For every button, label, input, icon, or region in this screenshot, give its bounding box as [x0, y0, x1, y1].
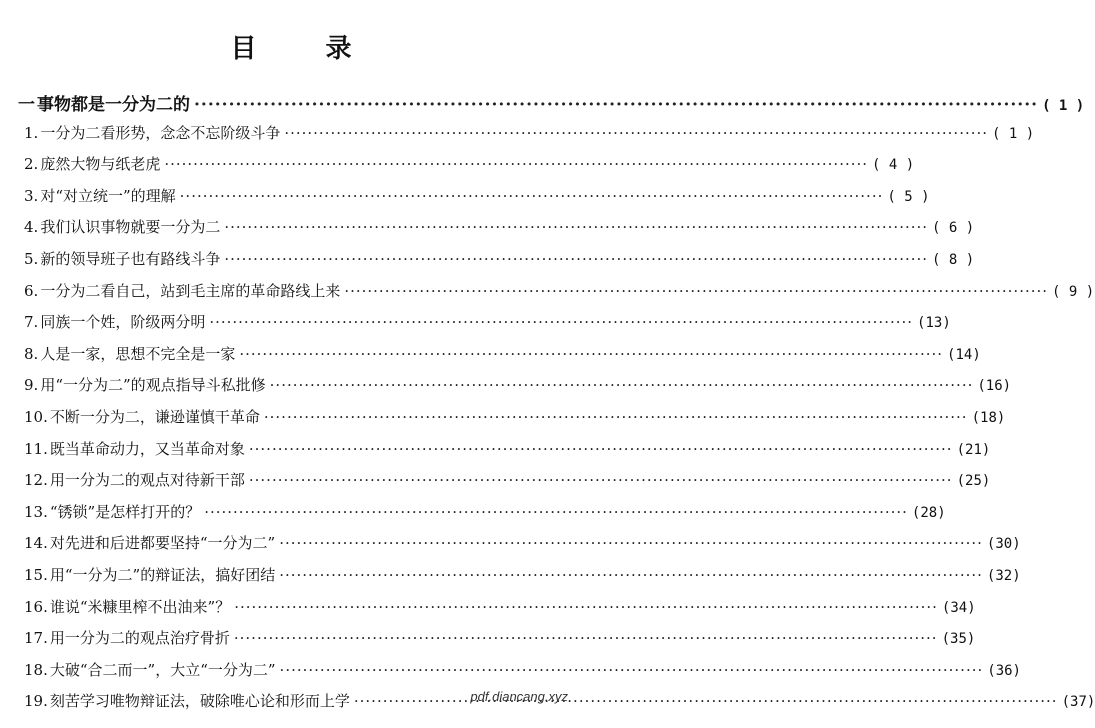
toc-item-number: 2. [24, 155, 39, 174]
toc-item-page-number: (25) [956, 473, 991, 490]
toc-item-page-number: (28) [911, 504, 946, 521]
toc-item-row[interactable] [18, 343, 981, 375]
toc-item-row[interactable] [18, 406, 1006, 438]
toc-item-number: 11. [24, 439, 48, 458]
toc-item-row[interactable] [18, 122, 1035, 154]
toc-item-row[interactable] [18, 153, 915, 185]
toc-item-label: 一分为二看形势，念念不忘阶级斗争 [40, 123, 281, 142]
toc-item-label: 新的领导班子也有路线斗争 [40, 249, 221, 268]
leader-dots [284, 124, 988, 142]
toc-item-number: 7. [24, 313, 39, 332]
watermark: pdf.diancang.xyz [470, 689, 568, 704]
leader-dots [194, 95, 1038, 115]
leader-dots [239, 345, 943, 363]
leader-dots [279, 566, 983, 584]
toc-item-row[interactable] [18, 216, 975, 248]
toc-item-page-number: (21) [956, 441, 991, 458]
toc-item-page-number: ( 1 ) [992, 125, 1035, 142]
toc-item-number: 15. [24, 565, 48, 584]
toc-item-row[interactable] [18, 532, 1021, 564]
leader-dots [204, 503, 908, 521]
toc-item-label: 庞然大物与纸老虎 [40, 155, 161, 174]
toc-item-page-number: (30) [986, 536, 1021, 553]
toc-item-number: 5. [24, 249, 39, 268]
leader-dots [234, 598, 938, 616]
toc-item-page-number: (14) [947, 346, 981, 363]
toc-item-number: 10. [24, 407, 48, 426]
toc-item-page-number: (13) [917, 315, 951, 332]
toc-item-number: 18. [24, 660, 48, 679]
section-label: 事物都是一分为二的 [37, 95, 190, 115]
toc-item-number: 4. [24, 218, 39, 237]
toc-item-label: 用一分为二的观点对待新干部 [49, 471, 245, 490]
toc-item-page-number: ( 6 ) [932, 220, 975, 237]
leader-dots [344, 282, 1048, 300]
leader-dots [354, 692, 1058, 710]
toc-item-label: 用“一分为二”的辩证法，搞好团结 [49, 565, 276, 584]
toc-item-number: 12. [24, 471, 48, 490]
toc-item-number: 19. [24, 692, 48, 711]
leader-dots [270, 376, 974, 394]
toc-item-row[interactable] [18, 374, 1012, 406]
toc-item-label: 对“对立统一”的理解 [40, 186, 176, 205]
toc-item-row[interactable] [18, 659, 1021, 691]
leader-dots [180, 187, 884, 205]
toc-section-row[interactable] [18, 90, 1085, 122]
leader-dots [249, 471, 953, 489]
leader-dots [264, 408, 968, 426]
toc-item-row[interactable] [18, 438, 991, 470]
toc-item-page-number: ( 4 ) [872, 157, 915, 174]
toc-item-number: 1. [24, 123, 39, 142]
toc-item-page-number: (18) [971, 409, 1006, 426]
leader-dots [234, 629, 938, 647]
toc-item-row[interactable] [18, 501, 946, 533]
toc-item-row[interactable] [18, 311, 951, 343]
leader-dots [209, 313, 913, 331]
toc-item-number: 16. [24, 597, 48, 616]
toc-item-page-number: (16) [977, 378, 1012, 395]
toc-item-label: 既当革命动力，又当革命对象 [49, 439, 245, 458]
toc-item-label: 用“一分为二”的观点指导斗私批修 [40, 376, 266, 395]
leader-dots [224, 218, 928, 236]
leader-dots [164, 155, 868, 173]
toc-item-page-number: ( 8 ) [932, 251, 975, 268]
page-title: 目 录 [230, 34, 382, 64]
toc-item-row[interactable] [18, 564, 1021, 596]
toc-item-row[interactable] [18, 469, 991, 501]
toc-item-number: 17. [24, 629, 48, 648]
section-page-number: ( 1 ) [1042, 98, 1085, 114]
toc-item-label: 对先进和后进都要坚持“一分为二” [49, 534, 276, 553]
toc-item-number: 9. [24, 376, 39, 395]
toc-item-row[interactable] [18, 596, 976, 628]
toc-item-row[interactable] [18, 627, 976, 659]
leader-dots [249, 440, 953, 458]
toc-item-page-number: ( 5 ) [887, 188, 930, 205]
leader-dots [224, 250, 928, 268]
toc-item-label: 同族一个姓，阶级两分明 [40, 313, 206, 332]
toc-item-row[interactable] [18, 280, 1095, 312]
toc-item-number: 3. [24, 186, 39, 205]
leader-dots [280, 661, 984, 679]
toc-item-label: 不断一分为二，谦逊谨慎干革命 [49, 407, 260, 426]
table-of-contents [18, 90, 1095, 722]
toc-item-label: 用一分为二的观点治疗骨折 [49, 629, 230, 648]
leader-dots [279, 534, 983, 552]
toc-item-label: 人是一家，思想不完全是一家 [40, 344, 236, 363]
toc-item-page-number: (35) [941, 631, 976, 648]
toc-item-label: 一分为二看自己，站到毛主席的革命路线上来 [40, 281, 341, 300]
toc-item-page-number: (32) [986, 567, 1021, 584]
toc-item-page-number: (34) [941, 599, 976, 616]
toc-item-number: 6. [24, 281, 39, 300]
toc-item-number: 13. [24, 502, 48, 521]
toc-item-label: 我们认识事物就要一分为二 [40, 218, 221, 237]
toc-item-label: 大破“合二而一”，大立“一分为二” [49, 660, 276, 679]
toc-item-number: 8. [24, 344, 39, 363]
toc-item-label: 刻苦学习唯物辩证法，破除唯心论和形而上学 [49, 692, 350, 711]
toc-item-page-number: (37) [1061, 694, 1095, 711]
toc-item-label: 谁说“米糠里榨不出油来”？ [49, 597, 231, 616]
toc-item-row[interactable] [18, 248, 975, 280]
section-number: 一 [18, 95, 35, 115]
toc-item-page-number: ( 9 ) [1052, 283, 1095, 300]
toc-item-page-number: (36) [987, 662, 1021, 679]
toc-item-number: 14. [24, 534, 48, 553]
toc-item-label: “锈锁”是怎样打开的？ [49, 502, 201, 521]
toc-item-row[interactable] [18, 185, 930, 217]
